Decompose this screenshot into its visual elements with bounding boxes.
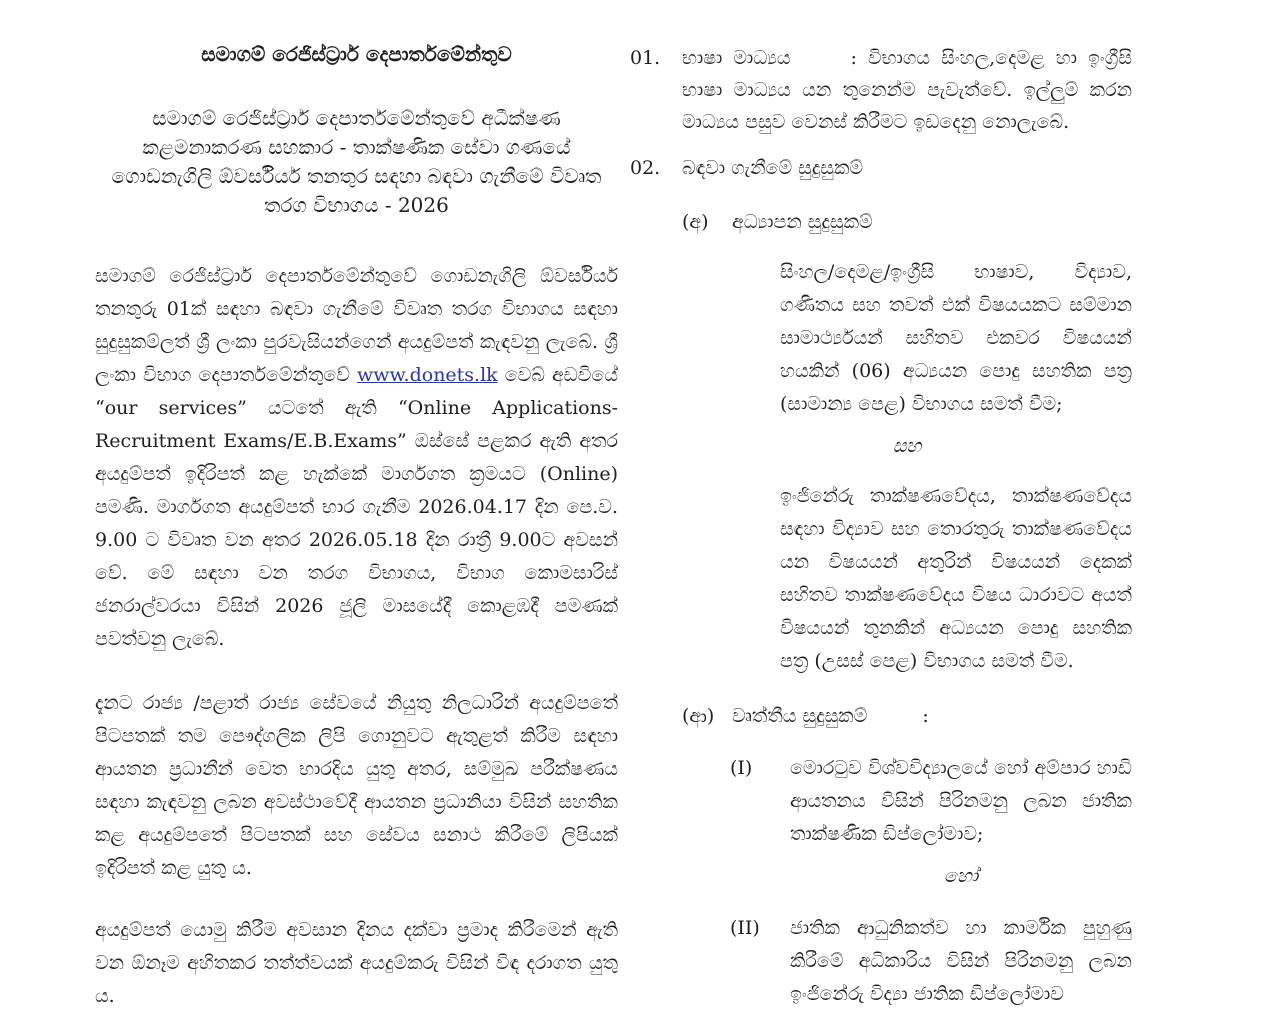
section-a-label: (අ): [682, 211, 709, 233]
section-aa-label: (ආ): [682, 705, 715, 727]
section-a-heading: අධ්‍යාපන සුදුසුකම්: [732, 211, 873, 233]
paragraph-1-before-link: සමාගම් රෙජිස්ට්‍රාර් දෙපාර්තමේන්තුවේ ගොඩනැගිලි ඕවර්සියර් තනතුරු 01ක් සඳහා බඳවා ගැනීමේ විවෘත තරග විභාගය සඳහා සුදුසුකම්ලත් ශ්‍රී ලංකා පුරවැසියන්ගෙන් අයදුම්පත් කැඳවනු ලැබේ. ශ්‍රී ලංකා විභාග දෙපාර්තමේන්තුවේ: [95, 265, 618, 386]
item-01-label: භාෂා මාධ්‍යය: [682, 47, 791, 69]
left-column: [95, 40, 618, 1013]
item-01-content: [682, 42, 1132, 138]
conjunction-and: සහ: [892, 435, 922, 457]
item-01-language-medium: [630, 42, 1132, 138]
paragraph-applications: [95, 260, 618, 656]
section-aa-heading: වෘත්තීය සුදුසුකම්: [732, 705, 868, 727]
item-roman-ii: [730, 912, 1132, 1011]
donets-website-link[interactable]: www.donets.lk: [357, 364, 498, 386]
paragraph-1-after-link: වෙබ් අඩවියේ “our services” යටතේ ඇති “Online Applications-Recruitment Exams/E.B.Exams” ඔස්සේ පළකර ඇති අතර අයදුම්පත් ඉදිරිපත් කළ හැක්කේ මාර්ගගත ක්‍රමයට (Online) පමණි. මාර්ගගත අයදුම්පත් භාර ගැනීම 2026.04.17 දින පෙ.ව. 9.00 ට විවෘත වන අතර 2026.05.18 දින රාත්‍රී 9.00ට අවසන් වේ. මේ සඳහා වන තරග විභාගය, විභාග කොමසාරිස් ජනරාල්වරයා විසින් 2026 ජූලි මාසයේදී කොළඹදී පමණක් පවත්වනු ලැබේ.: [95, 364, 618, 650]
conjunction-or: හෝ: [943, 865, 979, 887]
item-01-number: 01.: [630, 47, 661, 69]
section-a-education: [682, 206, 1132, 238]
item-02-qualifications: [630, 152, 1132, 184]
item-roman-i-text: මොරටුව විශ්වවිද්‍යාලයේ හෝ අම්පාර හාඩි ආයතනය විසින් පිරිනමනු ලබන ජාතික තාක්ෂණික ඩිප්ලෝමාව;: [790, 757, 1132, 845]
item-02-number: 02.: [630, 157, 661, 179]
section-aa-heading-wrap: [732, 700, 1132, 732]
item-01-separator: :: [850, 47, 857, 69]
section-a-paragraph-al: ඉංජිනේරු තාක්ෂණවේදය, තාක්ෂණවේදය සඳහා විද්‍යාව සහ තොරතුරු තාක්ෂණවේදය යන විෂයයන් අතුරින් විෂයයන් දෙකක් සහිතව තාක්ෂණවේදය විෂය ධාරාවට අයත් විෂයයන් තුනකින් අධ්‍යයන පොදු සහතික පත්‍ර (උසස් පෙළ) විභාගය සමත් වීම.: [780, 485, 1132, 672]
section-aa-separator: :: [922, 705, 929, 727]
item-02-heading: බඳවා ගැනීමේ සුදුසුකම්: [682, 157, 864, 179]
item-roman-ii-text: ජාතික ආධුනිකත්ව හා කාර්මික පුහුණු කිරීමේ අධිකාරිය විසින් පිරිනමනු ලබන ඉංජිනේරු විද්‍යා ජාතික ඩිප්ලෝමාව: [790, 917, 1132, 1005]
page-title: සමාගම් රෙජිස්ට්‍රාර් දෙපාර්තමේන්තුව: [201, 42, 512, 66]
section-a-paragraph-ol: සිංහල/දෙමළ/ඉංග්‍රීසි භාෂාව, විද්‍යාව, ගණිතය සහ තවත් එක් විෂයයකට සම්මාන සාමාර්ථ්‍යයන් සහිතව එකවර විෂයයන් හයකින් (06) අධ්‍යයන පොදු සහතික පත්‍ර (සාමාන්‍ය පෙළ) විභාගය සමත් වීම;: [780, 261, 1132, 415]
item-roman-i-label: (I): [730, 757, 753, 779]
section-aa-professional: [682, 700, 1132, 732]
paragraph-public-officers: දැනට රාජ්‍ය /පළාත් රාජ්‍ය සේවයේ නියුතු නිලධාරින් අයදුම්පතේ පිටපතක් තම පෞද්ගලික ලිපි ගොනුවට ඇතුළත් කිරීම සඳහා ආයතන ප්‍රධානීන් වෙත භාරදිය යුතු අතර, සම්මුඛ පරීක්ෂණය සඳහා කැඳවනු ලබන අවස්ථාවේදී ආයතන ප්‍රධානියා විසින් සහතික කළ අයදුම්පතේ පිටපතක් සහ සේවය සනාථ කිරීමේ ලිපියක් ඉදිරිපත් කළ යුතු ය.: [95, 692, 618, 879]
item-01-text: විභාගය සිංහල,දෙමළ හා ඉංග්‍රීසි භාෂා මාධ්‍යය යන තුනෙන්ම පැවැත්වේ. ඉල්ලුම් කරන මාධ්‍යය පසුව වෙනස් කිරීමට ඉඩදෙනු නොලැබේ.: [682, 47, 1133, 133]
paragraph-late-submission: අයදුම්පත් යොමු කිරීම අවසාන දිනය දක්වා ප්‍රමාද කිරීමෙන් ඇති වන ඕනෑම අහිතකර තත්ත්වයක් අයදුම්කරු විසින් විඳ දරාගත යුතු ය.: [95, 919, 618, 1007]
right-column: [630, 42, 1132, 1011]
exam-subtitle: සමාගම් රෙජිස්ට්‍රාර් දෙපාර්තමේන්තුවේ අධීක්ෂණ කළමනාකරණ සහකාර - තාක්ෂණික සේවා ගණයේ ගොඩනැගිලි ඕවර්සියර් තනතුර සඳහා බඳවා ගැනීමේ විවෘත තරග විභාගය - 2026: [111, 106, 602, 217]
item-roman-ii-label: (II): [730, 917, 760, 939]
item-roman-i: [730, 752, 1132, 851]
